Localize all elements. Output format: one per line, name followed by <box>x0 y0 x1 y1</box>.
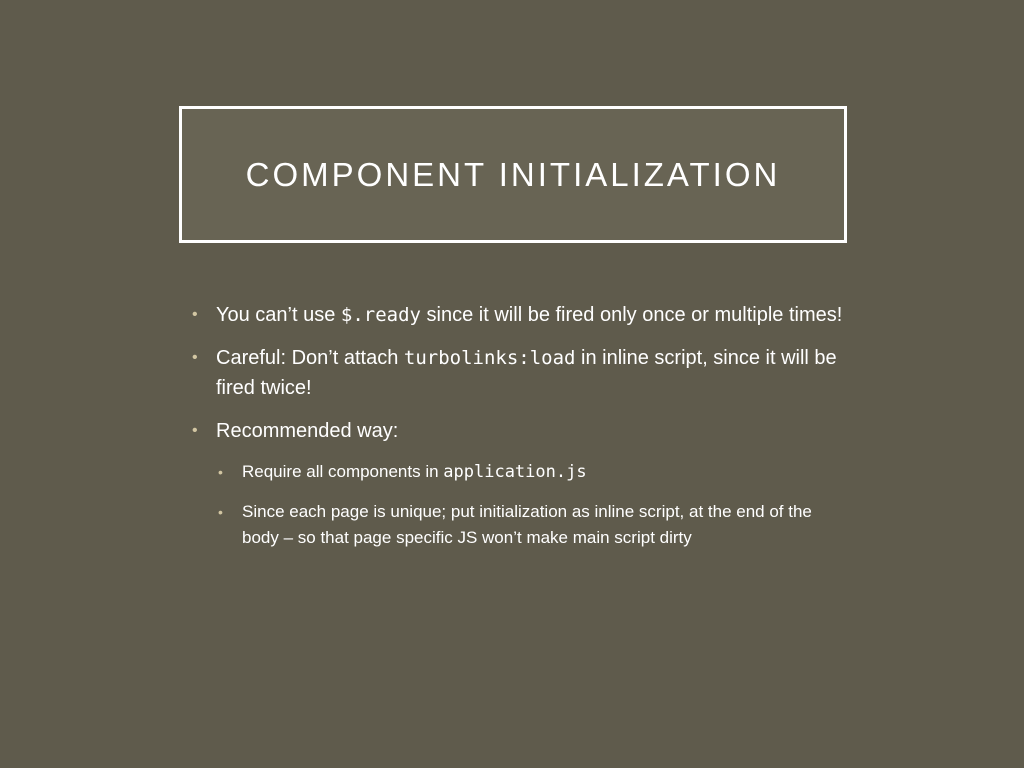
title-box <box>179 106 847 243</box>
bullet-text: in inline script, since it will be fired twice! <box>216 347 837 399</box>
bullet-dot-icon: • <box>218 504 223 520</box>
sub-bullet-text: Since each page is unique; put initialization as inline script, at the end of the body – so that page specific JS won’t make main script dirty <box>242 502 812 547</box>
bullet-text: Recommended way: <box>216 420 399 442</box>
code-snippet: $.ready <box>340 304 421 326</box>
sub-bullet-item <box>216 499 850 551</box>
bullet-item <box>190 343 850 403</box>
bullet-text: since it will be fired only once or multiple times! <box>421 304 843 326</box>
sub-bullet-item <box>216 459 850 485</box>
code-snippet: application.js <box>443 462 587 482</box>
slide-content <box>190 300 850 565</box>
code-snippet: turbolinks:load <box>403 347 576 369</box>
bullet-item <box>190 416 850 446</box>
bullet-item <box>190 300 850 330</box>
bullet-dot-icon: • <box>192 306 198 323</box>
bullet-dot-icon: • <box>192 422 198 439</box>
bullet-dot-icon: • <box>218 464 223 480</box>
slide-title: COMPONENT INITIALIZATION <box>245 155 781 193</box>
bullet-text: You can’t use <box>216 304 341 326</box>
sub-bullet-text: Require all components in <box>242 462 444 481</box>
bullet-dot-icon: • <box>192 349 198 366</box>
bullet-text: Careful: Don’t attach <box>216 347 404 369</box>
